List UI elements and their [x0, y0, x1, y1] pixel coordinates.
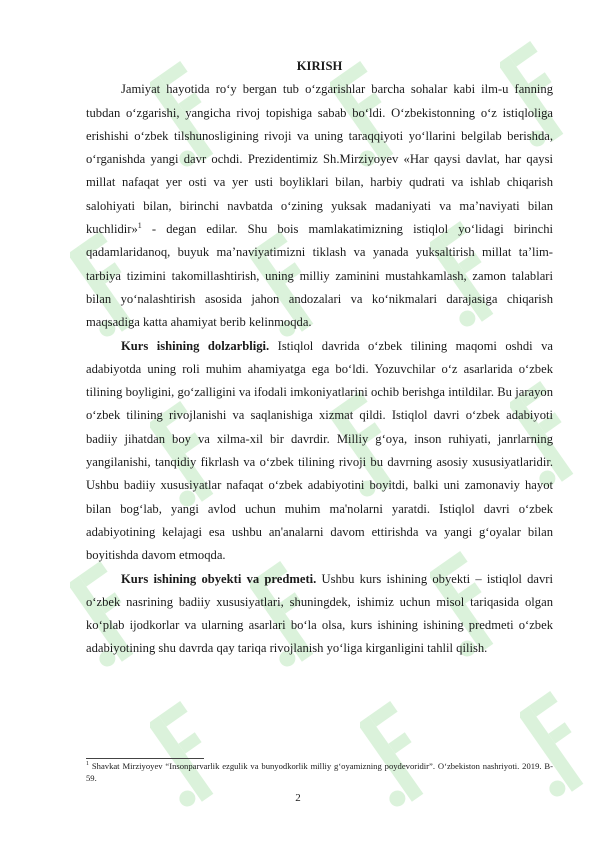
footnote-reference[interactable]: 1 — [137, 220, 142, 230]
object-title: Kurs ishining obyekti va predmeti. — [121, 571, 317, 586]
relevance-text: Istiqlol davrida o‘zbek tilining maqomi oshdi va adabiyotda uning roli muhim ahamiyatga ega bo‘ldi. Yozuvchilar o‘z asarlarida o‘zbek tilining boyligini, go‘zalligini va ifodali imkoniyatlarini ochib berishga intildilar. Bu jarayon o‘zbek tilining rivojlanishi va saqlanishiga xizmat qildi. Istiqlol davri o‘zbek adabiyoti badiiy jihatdan boy va xilma-xil bir davrdir. Milliy g‘oya, inson ruhiyati, janrlarning yangilanishi, tanqidiy fikrlash va o‘zbek tilining rivoji bu davrning asosiy xususiyatlaridir. Ushbu badiiy xususiyatlar nafaqat o‘zbek adabiyotini boyitdi, balki uni zamonaviy hayot bilan bog‘lab, yangi avlod uchun muhim ma'nolarni yaratdi. Istiqlol davri o‘zbek adabiyotining kelajagi esa ushbu an'analarni davom ettirishda va yangi g‘oyalar bilan boyitishda davom etmoqda. — [86, 338, 553, 563]
intro-text-part2: - degan edilar. Shu bois mamlakatimizning istiqlol yo‘lidagi birinchi qadamlaridanoq, buyuk ma’naviyatimizni tiklash va yanada yuksaltirish millat ta’lim-tarbiya tizimini takomillashtirish, uning milliy zaminini mustahkamlash, zamon talablari bilan yo‘nalashtirish asosida jahon andozalari va ko‘nikmalari darajasiga chiqarish maqsadiga katta ahamiyat berib kelinmoqda. — [86, 222, 553, 330]
relevance-title: Kurs ishining dolzarbligi. — [121, 338, 270, 353]
object-paragraph — [86, 568, 553, 661]
intro-paragraph — [86, 78, 553, 334]
intro-text-part1: Jamiyat hayotida ro‘y bergan tub o‘zgarishlar barcha sohalar kabi ilm-u fanning tubdan o‘zgarishi, yangicha rivoj topishiga sabab bo‘ldi. O‘zbekistonning o‘z istiqloliga erishishi o‘zbek tilshunosligining rivoji va uning taraqqiyoti yo‘llarini belgilab berishda, o‘rganishda yangi davr ochdi. Prezidentimiz Sh.Mirziyoyev «Har qaysi davlat, har qaysi millat nafaqat yer osti va yer usti boyliklari bilan, harbiy qudrati va ishlab chiqarish salohiyati bilan, birinchi navbatda o‘zining yuksak madaniyati va ma’naviyati bilan kuchlidir» — [86, 82, 553, 237]
footnote-text: Shavkat Mirziyoyev “Insonparvarlik ezgulik va bunyodkorlik milliy g‘oyamizning poydevoridir”. O‘zbekiston nashriyoti. 2019. B-59. — [86, 761, 553, 783]
page-number: 2 — [295, 792, 301, 804]
footnote-marker: 1 — [86, 761, 89, 768]
body-text — [86, 55, 553, 661]
object-text: Ushbu kurs ishining obyekti – istiqlol davri o‘zbek nasrining badiiy xususiyatlari, shuningdek, ishimiz uchun misol tariqasida olgan ko‘plab ijodkorlar va ularning asarlari bo‘la olsa, kurs ishining ishining predmeti o‘zbek adabiyotining shu davrda qay tariqa rivojlanish yo‘liga kirganligini tahlil qilish. — [86, 571, 553, 656]
footnote-divider — [86, 758, 204, 759]
relevance-paragraph — [86, 335, 553, 568]
footnote — [86, 761, 553, 784]
page-title: KIRISH — [296, 59, 343, 73]
